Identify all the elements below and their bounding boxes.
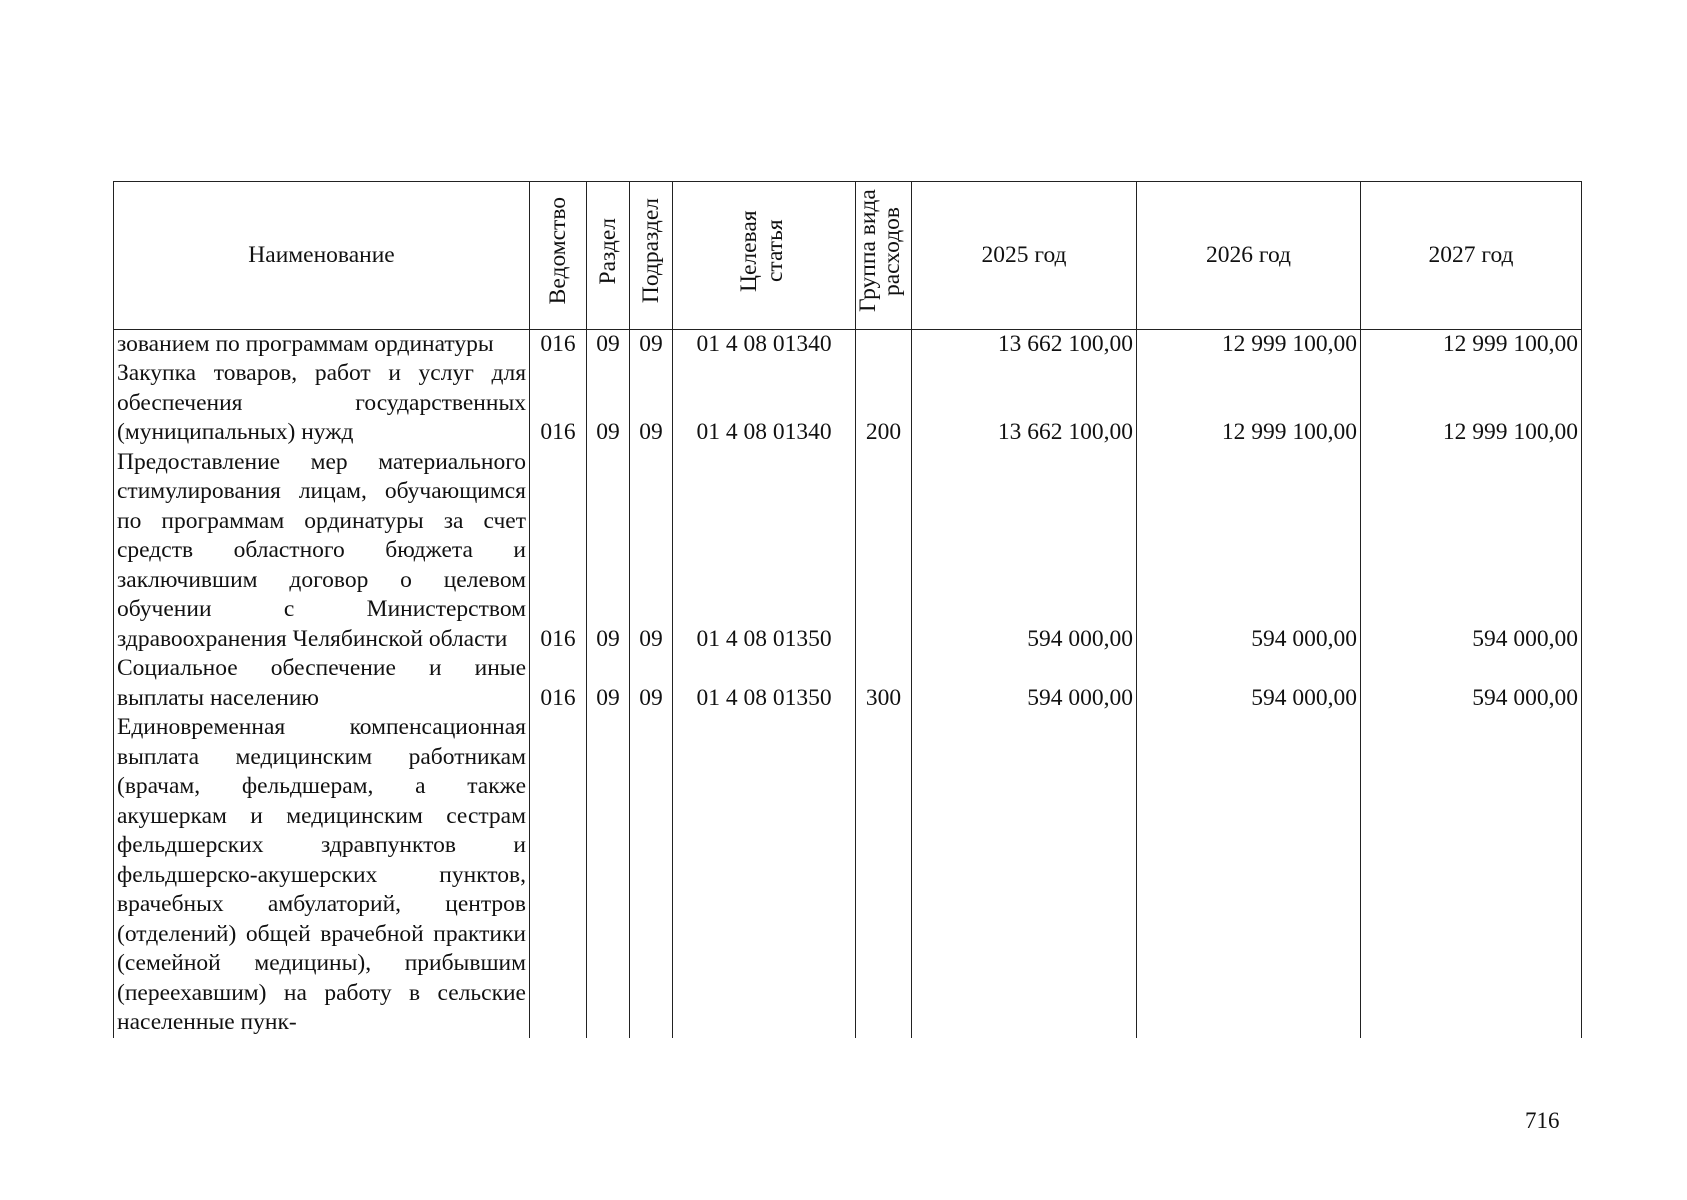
row-2025: 594 000,00 [912,448,1137,655]
row-subsection: 09 [630,654,673,713]
row-name: Предоставление мер материального стимулирования лицам, обучающимся по программам ординатуры за счет средств областного бюджета и заключившим договор о целевом обучении с Министерством здравоохранения Челябинской области [114,448,530,655]
table-row [114,359,1582,448]
table-header-row [114,182,1582,330]
header-section-label: Раздел [595,217,621,285]
header-name: Наименование [114,182,530,330]
header-subsection [630,182,673,330]
header-group [856,182,912,330]
row-dept: 016 [530,329,587,359]
row-section: 09 [587,448,630,655]
row-name: Единовременная компенсационная выплата медицинским работникам (врачам, фельдшерам, а также акушеркам и медицинским сестрам фельдшерских здравпунктов и фельдшерско-акушерских пунктов, врачебных амбулаторий, центров (отделений) общей врачебной практики (семейной медицины), прибывшим (переехавшим) на работу в сельские населенные пунк- [114,713,530,1038]
row-2025 [912,713,1137,1038]
row-target: 01 4 08 01340 [673,329,856,359]
table-row [114,654,1582,713]
header-2027: 2027 год [1361,182,1582,330]
row-subsection: 09 [630,329,673,359]
header-target-label: Целевая статья [736,210,788,292]
row-2026: 594 000,00 [1137,448,1361,655]
header-2026: 2026 год [1137,182,1361,330]
header-dept-label: Ведомство [545,197,571,305]
row-subsection [630,713,673,1038]
row-2027: 12 999 100,00 [1361,359,1582,448]
row-2026: 12 999 100,00 [1137,359,1361,448]
row-subsection: 09 [630,448,673,655]
row-name: зованием по программам ординатуры [114,329,530,359]
row-dept: 016 [530,654,587,713]
row-2027: 594 000,00 [1361,654,1582,713]
row-section: 09 [587,329,630,359]
row-dept: 016 [530,448,587,655]
row-target: 01 4 08 01340 [673,359,856,448]
row-target [673,713,856,1038]
row-target: 01 4 08 01350 [673,448,856,655]
row-name: Социальное обеспечение и иные выплаты населению [114,654,530,713]
row-dept [530,713,587,1038]
row-section [587,713,630,1038]
row-section: 09 [587,654,630,713]
row-2027: 12 999 100,00 [1361,329,1582,359]
header-dept [530,182,587,330]
row-target: 01 4 08 01350 [673,654,856,713]
row-group [856,448,912,655]
row-group [856,329,912,359]
row-section: 09 [587,359,630,448]
header-section [587,182,630,330]
header-subsection-label: Подраздел [638,198,664,304]
row-group: 200 [856,359,912,448]
row-2025: 13 662 100,00 [912,329,1137,359]
row-2025: 594 000,00 [912,654,1137,713]
row-2025: 13 662 100,00 [912,359,1137,448]
row-name: Закупка товаров, работ и услуг для обеспечения государственных (муниципальных) нужд [114,359,530,448]
budget-table [113,181,1582,1038]
header-2025: 2025 год [912,182,1137,330]
table-row [114,329,1582,359]
row-group [856,713,912,1038]
table-row [114,448,1582,655]
row-2026: 594 000,00 [1137,654,1361,713]
table-row [114,713,1582,1038]
row-subsection: 09 [630,359,673,448]
row-2027 [1361,713,1582,1038]
row-2027: 594 000,00 [1361,448,1582,655]
row-2026: 12 999 100,00 [1137,329,1361,359]
header-target [673,182,856,330]
row-dept: 016 [530,359,587,448]
row-group: 300 [856,654,912,713]
header-group-label: Группа вида расходов [855,189,905,313]
row-2026 [1137,713,1361,1038]
page-number: 716 [1525,1108,1560,1133]
